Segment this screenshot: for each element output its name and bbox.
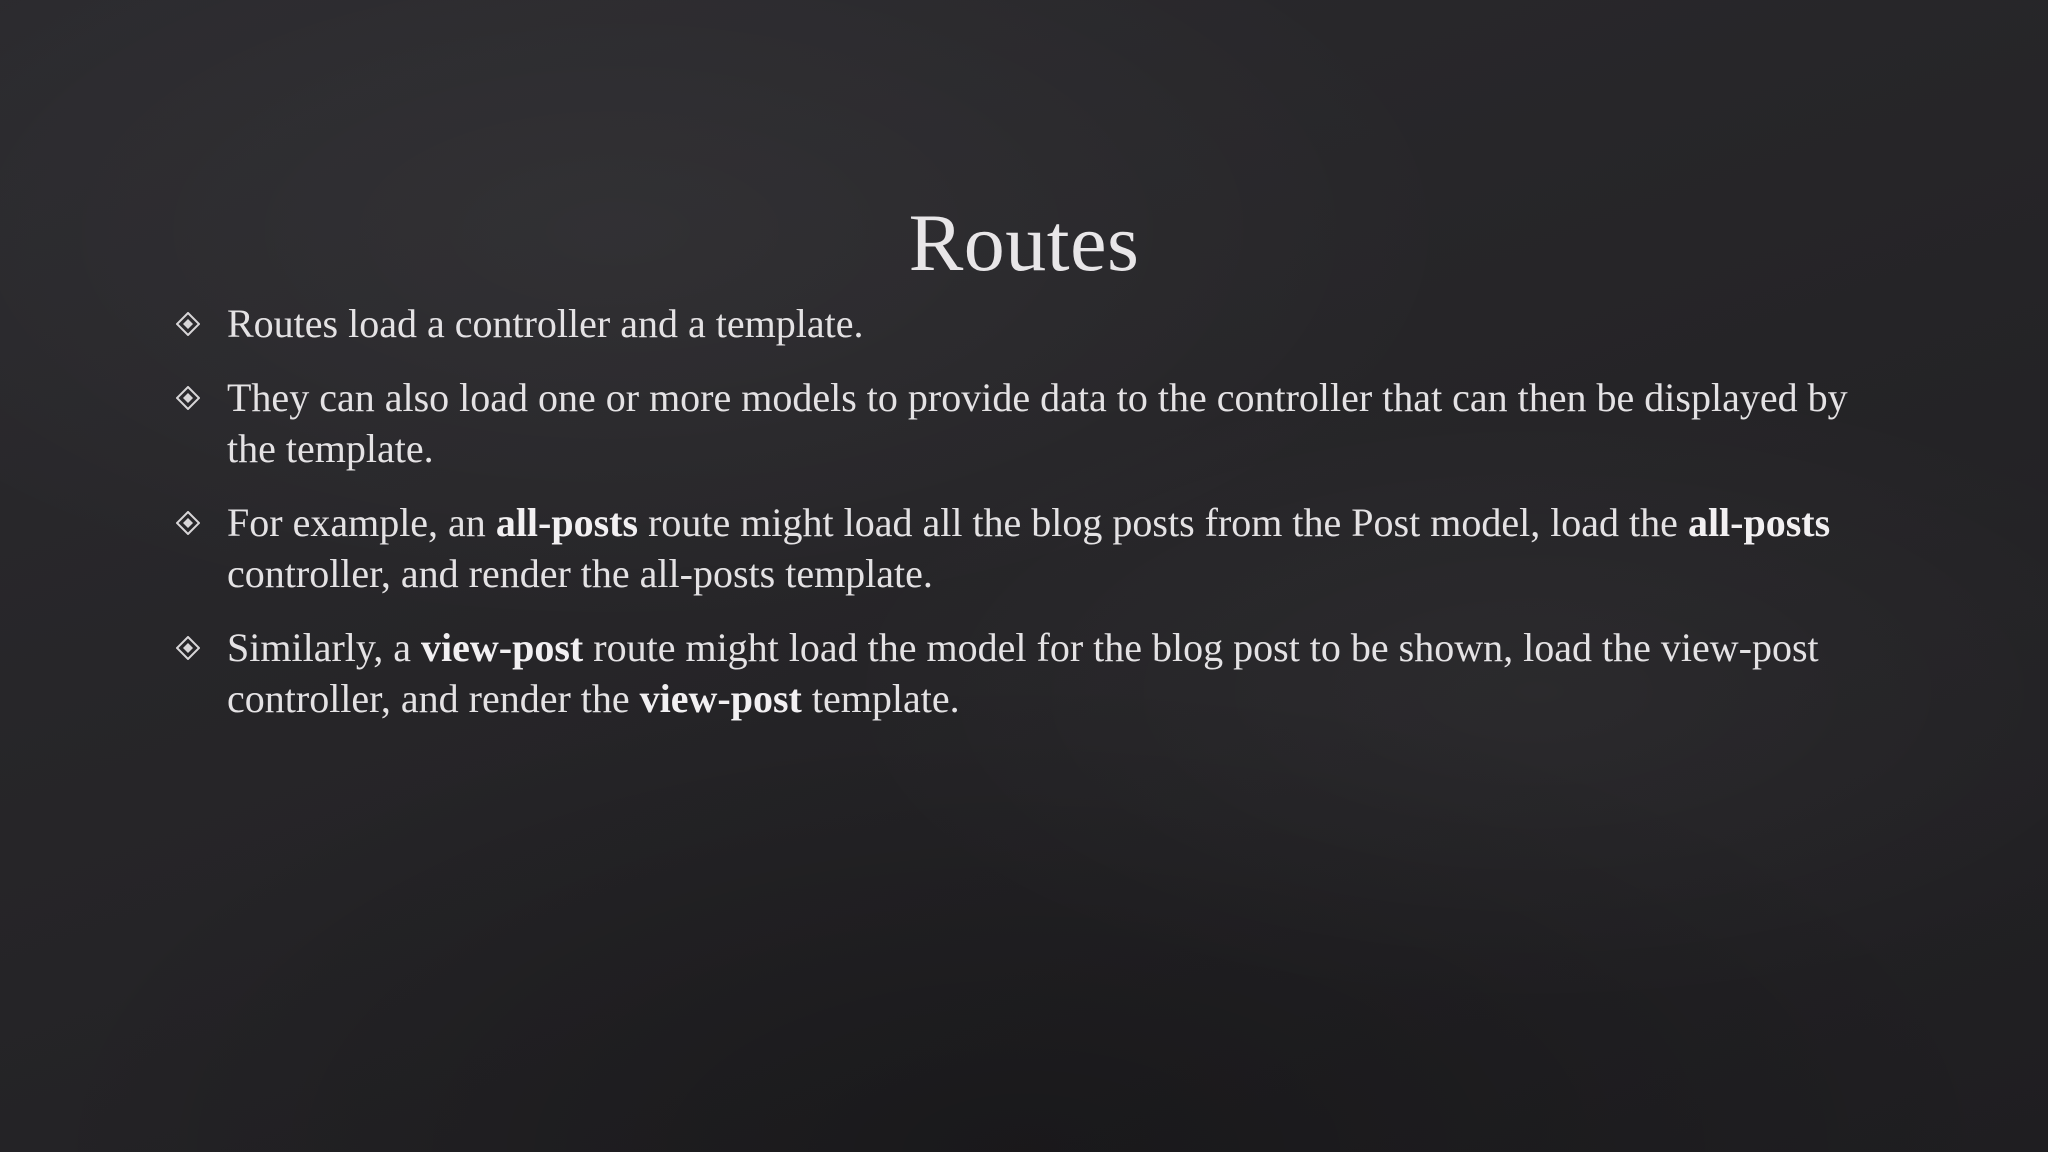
bullet-text xyxy=(227,500,1830,596)
bullet-bold-term: view-post xyxy=(639,676,802,721)
diamond-bullet-icon xyxy=(176,312,200,336)
bullet-text-segment: route might load the model for the blog post to be shown, load the view-post controller, and render the xyxy=(227,625,1819,721)
bullet-text-segment: template. xyxy=(801,676,960,721)
bullet-list xyxy=(176,298,1896,747)
slide-title: Routes xyxy=(908,196,1140,288)
bullet-text xyxy=(227,301,863,346)
bullet-text-segment: Routes load a controller and a template. xyxy=(227,301,864,346)
diamond-bullet-icon xyxy=(176,386,200,410)
bullet-text xyxy=(227,375,1848,471)
bullet-text-segment: route might load all the blog posts from the Post model, load the xyxy=(638,500,1688,545)
bullet-item xyxy=(176,497,1896,599)
bullet-text-segment: controller, and render the all-posts template. xyxy=(227,551,933,596)
bullet-item xyxy=(176,622,1896,724)
diamond-bullet-icon xyxy=(176,636,200,660)
bullet-bold-term: all-posts xyxy=(495,500,639,545)
bullet-bold-term: all-posts xyxy=(1687,500,1831,545)
bullet-text-segment: They can also load one or more models to provide data to the controller that can then be displayed by the template. xyxy=(227,375,1848,471)
bullet-item xyxy=(176,298,1896,349)
bullet-item xyxy=(176,372,1896,474)
bullet-bold-term: view-post xyxy=(421,625,584,670)
bullet-text xyxy=(227,625,1819,721)
bullet-text-segment: Similarly, a xyxy=(227,625,422,670)
diamond-bullet-icon xyxy=(176,511,200,535)
bullet-text-segment: For example, an xyxy=(227,500,496,545)
